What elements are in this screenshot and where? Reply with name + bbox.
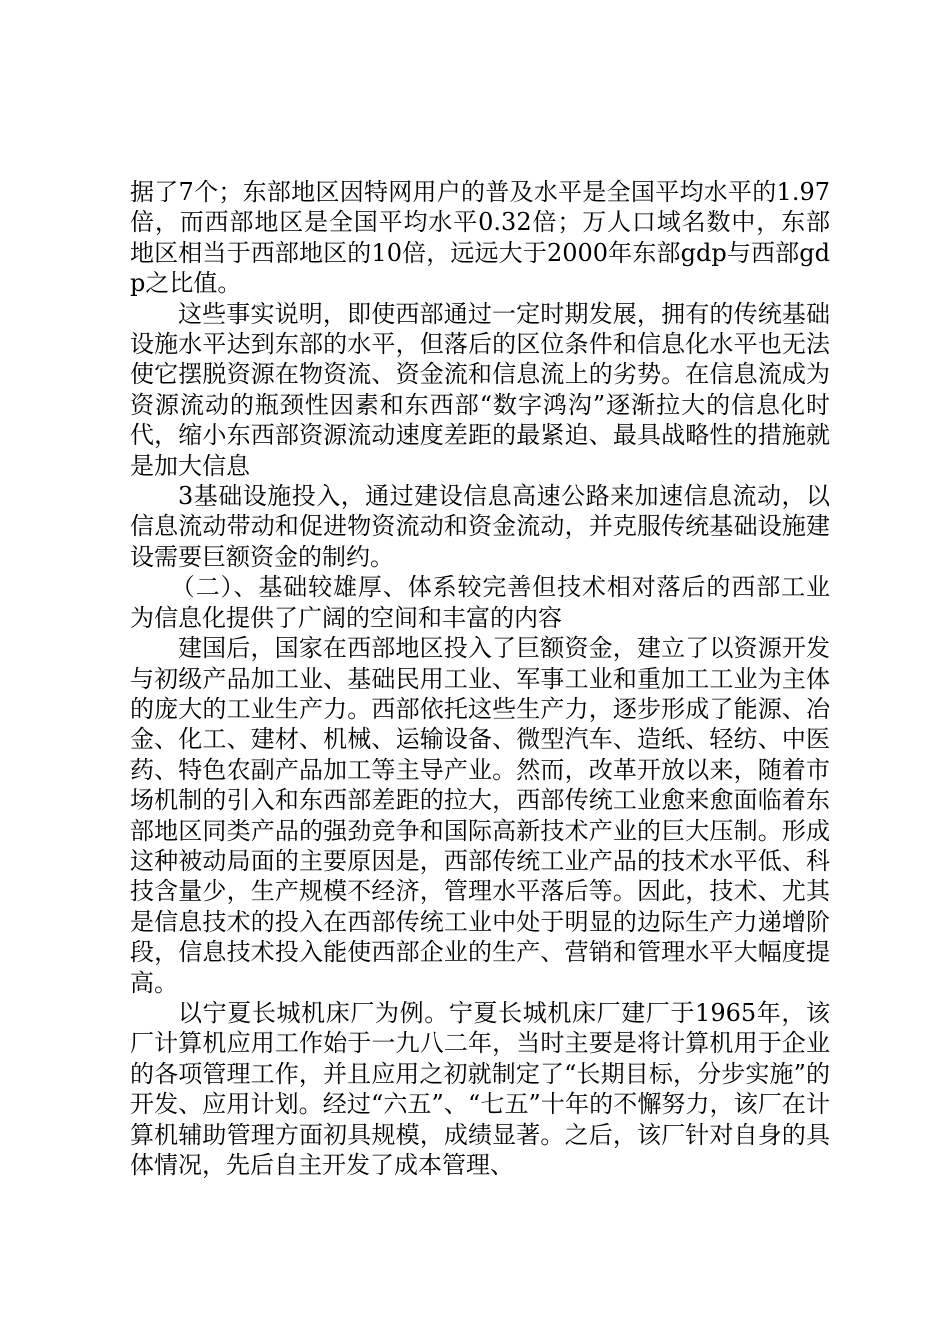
paragraph-facts-explanation: 这些事实说明，即使西部通过一定时期发展，拥有的传统基础设施水平达到东部的水平，但落后的区位条件和信息化水平也无法使它摆脱资源在物资流、资金流和信息流上的劣势。在信息流成为资源流动的瓶颈性因素和东西部“数字鸿沟”逐渐拉大的信息化时代，缩小东西部资源流动速度差距的最紧迫、最具战略性的措施就是加大信息 [130,299,830,480]
paragraph-infrastructure-investment: 3基础设施投入，通过建设信息高速公路来加速信息流动，以信息流动带动和促进物资流动和资金流动，并克服传统基础设施建设需要巨额资金的制约。 [130,482,830,571]
section-heading: （二）、基础较雄厚、体系较完善但技术相对落后的西部工业为信息化提供了广阔的空间和丰富的内容 [130,573,830,632]
paragraph-statistics: 据了7个；东部地区因特网用户的普及水平是全国平均水平的1.97倍，而西部地区是全国平均水平0.32倍；万人口域名数中，东部地区相当于西部地区的10倍，远远大于2000年东部gdp与西部gdp之比值。 [130,178,830,298]
paragraph-ningxia-example: 以宁夏长城机床厂为例。宁夏长城机床厂建厂于1965年，该厂计算机应用工作始于一九八二年，当时主要是将计算机用于企业的各项管理工作，并且应用之初就制定了“长期目标，分步实施”的开发、应用计划。经过“六五”、“七五”十年的不懈努力，该厂在计算机辅助管理方面初具规模，成绩显著。之后，该厂针对自身的具体情况，先后自主开发了成本管理、 [130,998,830,1179]
document-body [130,177,830,1180]
paragraph-western-industry: 建国后，国家在西部地区投入了巨额资金，建立了以资源开发与初级产品加工业、基础民用工业、军事工业和重加工工业为主体的庞大的工业生产力。西部依托这些生产力，逐步形成了能源、冶金、化工、建材、机械、运输设备、微型汽车、造纸、轻纺、中医药、特色农副产品加工等主导产业。然而，改革开放以来，随着市场机制的引入和东西部差距的拉大，西部传统工业愈来愈面临着东部地区同类产品的强劲竞争和国际高新技术产业的巨大压制。形成这种被动局面的主要原因是，西部传统工业产品的技术水平低、科技含量少，生产规模不经济，管理水平落后等。因此，技术、尤其是信息技术的投入在西部传统工业中处于明显的边际生产力递增阶段，信息技术投入能使西部企业的生产、营销和管理水平大幅度提高。 [130,634,830,997]
